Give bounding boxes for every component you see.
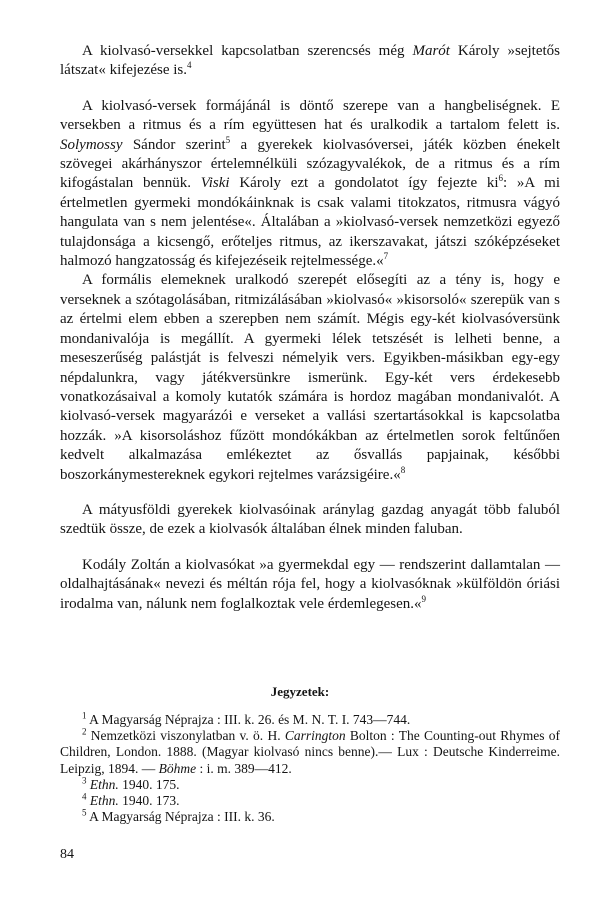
footnote-number: 3 [82, 775, 87, 786]
footnote-1 [60, 712, 560, 728]
footnote-ref: 8 [400, 464, 406, 475]
text-run: A kiolvasó-versek formájánál is döntő szerepe van a hangbeliségnek. E versekben a ritmus és a rím együttesen hat és uralkodik a tartalom felett is. [60, 97, 560, 134]
text-run: Kodály Zoltán a kiolvasókat »a gyermekdal egy — rendszerint dallamtalan — oldalhajtásának« nevezi és méltán rója fel, hogy a kiolvasóknak »külföldön óriási irodalma van, nálunk nem foglalkoztak vele érdemlegesen.« [60, 556, 560, 612]
text-run: : »A mi értelmetlen gyermeki mondókáinknak is csak valami titokzatos, ritmusra vágyó hangulata van s nem jelentése«. Általában a »kiolvasó-versek nemzetközi egyező tulajdonsága a kicsengő, erőteljes ritmus, az ikerszavakat, játszi szóképzéseket halmozó hangzatosság és kifejezéseik rejtelmessége.« [60, 175, 561, 270]
footnote-text: : i. m. 389—412. [196, 760, 292, 776]
footnote-ref: 7 [383, 251, 389, 262]
footnote-text: Nemzetközi viszonylatban v. ö. H. [86, 728, 285, 744]
body-text [60, 42, 560, 614]
paragraph-4 [60, 501, 560, 540]
footnote-text: 1940. 173. [118, 793, 180, 809]
text-run: Károly »sejtetős látszat« kifejezése is. [60, 43, 560, 79]
footnote-5 [60, 809, 560, 825]
text-run: Károly ezt a gondolatot így fejezte ki [229, 175, 499, 192]
footnote-ref: 4 [187, 60, 192, 71]
text-run: A mátyusföldi gyerekek kiolvasóinak aránylag gazdag anyagát több faluból szedtük össze, de ezek a kiolvasók általában élnek minden faluban. [60, 501, 560, 538]
paragraph-5 [60, 556, 560, 614]
footnote-ref: 9 [421, 593, 427, 604]
text-run: A kiolvasó-versekkel kapcsolatban szerencsés még [82, 43, 413, 59]
journal-name: Ethn. [89, 793, 119, 809]
text-run: Sándor szerint [122, 136, 226, 153]
notes-heading: Jegyzetek: [270, 684, 330, 699]
author-name: Carrington [284, 728, 346, 744]
page-number: 84 [60, 847, 74, 862]
paragraph-1 [60, 42, 560, 81]
footnote-text: A Magyarság Néprajza : III. k. 26. és M. N. T. I. 743—744. [86, 712, 411, 727]
footnote-number: 1 [82, 710, 87, 721]
footnote-ref: 5 [225, 134, 231, 145]
footnotes [60, 712, 560, 825]
author-name: Marót [412, 43, 450, 59]
footnote-3 [60, 777, 560, 793]
author-name: Böhme [158, 760, 197, 776]
footnote-number: 5 [82, 807, 87, 818]
author-name: Solymossy [60, 136, 123, 153]
footnote-text: Bolton : The Counting-out Rhymes of Children, London. 1888. (Magyar kiolvasó nincs benne).— Lux : Deutsche Kinderreime. Leipzig, 1894. — [60, 728, 560, 776]
footnote-4 [60, 793, 560, 809]
footnote-text: 1940. 175. [118, 776, 180, 792]
paragraph-3 [60, 271, 560, 484]
text-run: A formális elemeknek uralkodó szerepét elősegíti az a tény is, hogy e verseknek a szótagolásában, ritmizálásában »kiolvasó« »kisorsoló« szerepük van s az értelmi elem ebben a szerepben nem számít. Mégis egy-két kiolvasóversünk mondanivalója is megállít. A gyermeki lélek tetszését is lelheti benne, a meseszerűség palástját is felveszi némelyik vers. Egyikben-másikban egy-egy népdalunkra, vagy játékversünkre ismerünk. Egy-két vers érdekesebb vonatkozásaival a komoly kutatók számára is hordoz magában mondanivalót. A kiolvasó-versek magyarázói e verseket a vallási szertartásokkal is kapcsolatba hozzák. »A kisorsoláshoz fűzött mondókákban az értelmetlen sorok feltűnően kedvelt alkalmazása emlékeztet az ősvallás papjainak, későbbi boszorkánymestereknek egykori rejtelmes varázsigéire.« [60, 272, 560, 483]
paragraph-2 [60, 97, 560, 272]
footnote-number: 2 [82, 726, 87, 737]
journal-name: Ethn. [89, 776, 119, 792]
footnote-2 [60, 728, 560, 777]
footnote-number: 4 [82, 791, 87, 802]
footnote-text: A Magyarság Néprajza : III. k. 36. [86, 809, 275, 825]
text-run: a gyerekek kiolvasóversei, játék közben énekelt szövegei akárhányszor értelemnélküli szózagyvalékok, de a ritmus és a rím kifogástalan bennük. [60, 136, 561, 192]
footnote-ref: 6 [498, 173, 504, 184]
author-name: Viski [200, 175, 230, 192]
